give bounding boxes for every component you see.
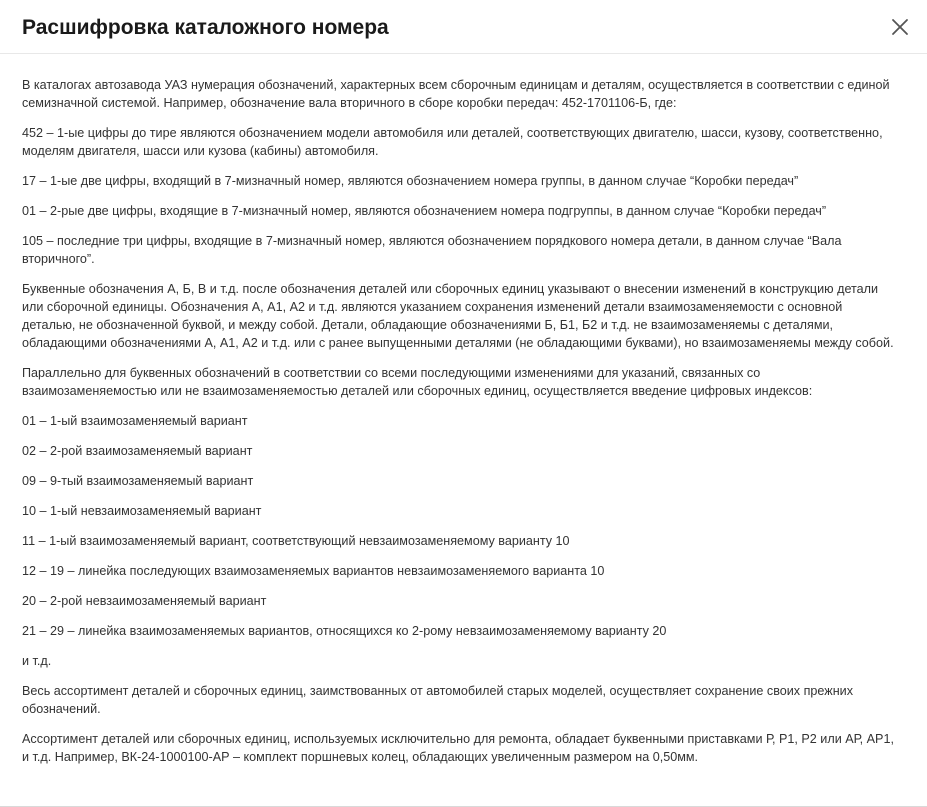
close-icon (890, 17, 910, 37)
index-item-etc: и т.д. (22, 654, 52, 668)
index-item: 09 – 9-тый взаимозаменяемый вариант (22, 474, 254, 488)
paragraph-group: 17 – 1-ые две цифры, входящий в 7-мизначный номер, являются обозначением номера группы, в данном случае “Коробки передач” (22, 174, 799, 188)
paragraph-repair-parts: Ассортимент деталей или сборочных единиц, используемых исключительно для ремонта, обладает буквенными приставками Р, Р1, Р2 или АР, АР1, и т.д. Например, ВК-24-1000100-АР – комплект поршневых колец, обладающих увеличенным размером на 0,50мм. (22, 732, 894, 764)
index-item: 10 – 1-ый невзаимозаменяемый вариант (22, 504, 262, 518)
paragraph-part-number: 105 – последние три цифры, входящие в 7-мизначный номер, являются обозначением порядкового номера детали, в данном случае “Вала вторичного”. (22, 234, 842, 266)
modal-body (0, 54, 927, 766)
paragraph-letter-codes: Буквенные обозначения А, Б, В и т.д. после обозначения деталей или сборочных единиц указывают о внесении изменений в конструкцию детали или сборочной единицы. Обозначения А, А1, А2 и т.д. являются указанием сохранения изменений детали взаимозаменяемости с основной деталью, не обозначенной буквой, и между собой. Детали, обладающие обозначениями Б, Б1, Б2 и т.д. не взаимозаменяемы с деталями, обладающими обозначениями А, А1, А2 и т.д. или с ранее выпущенными деталями (не обладающими буквами), но взаимозаменяемы между собой. (22, 282, 894, 350)
modal-title: Расшифровка каталожного номера (22, 16, 389, 39)
paragraph-digit-indices: Параллельно для буквенных обозначений в соответствии со всеми последующими изменениями для указаний, связанных со взаимозаменяемостью или не взаимозаменяемостью деталей или сборочных единиц, осуществляется введение цифровых индексов: (22, 366, 813, 398)
paragraph-model: 452 – 1-ые цифры до тире являются обозначением модели автомобиля или деталей, соответствующих двигателю, шасси, кузову, соответственно, моделям двигателя, шасси или кузова (кабины) автомобиля. (22, 126, 883, 158)
paragraph-subgroup: 01 – 2-рые две цифры, входящие в 7-мизначный номер, являются обозначением номера подгруппы, в данном случае “Коробки передач” (22, 204, 827, 218)
index-item: 01 – 1-ый взаимозаменяемый вариант (22, 414, 248, 428)
paragraph-legacy-parts: Весь ассортимент деталей и сборочных единиц, заимствованных от автомобилей старых моделей, осуществляет сохранение своих прежних обозначений. (22, 684, 853, 716)
index-item: 11 – 1-ый взаимозаменяемый вариант, соответствующий невзаимозаменяемому варианту 10 (22, 534, 570, 548)
close-button[interactable] (890, 17, 910, 37)
paragraph-intro: В каталогах автозавода УАЗ нумерация обозначений, характерных всем сборочным единицам и деталям, осуществляется в соответствии с единой семизначной системой. Например, обозначение вала вторичного в сборе коробки передач: 452-1701106-Б, где: (22, 78, 890, 110)
index-item: 12 – 19 – линейка последующих взаимозаменяемых вариантов невзаимозаменяемого варианта 10 (22, 564, 605, 578)
index-item: 21 – 29 – линейка взаимозаменяемых вариантов, относящихся ко 2-рому невзаимозаменяемому варианту 20 (22, 624, 667, 638)
index-item: 02 – 2-рой взаимозаменяемый вариант (22, 444, 253, 458)
modal-header (0, 0, 927, 54)
index-item: 20 – 2-рой невзаимозаменяемый вариант (22, 594, 267, 608)
